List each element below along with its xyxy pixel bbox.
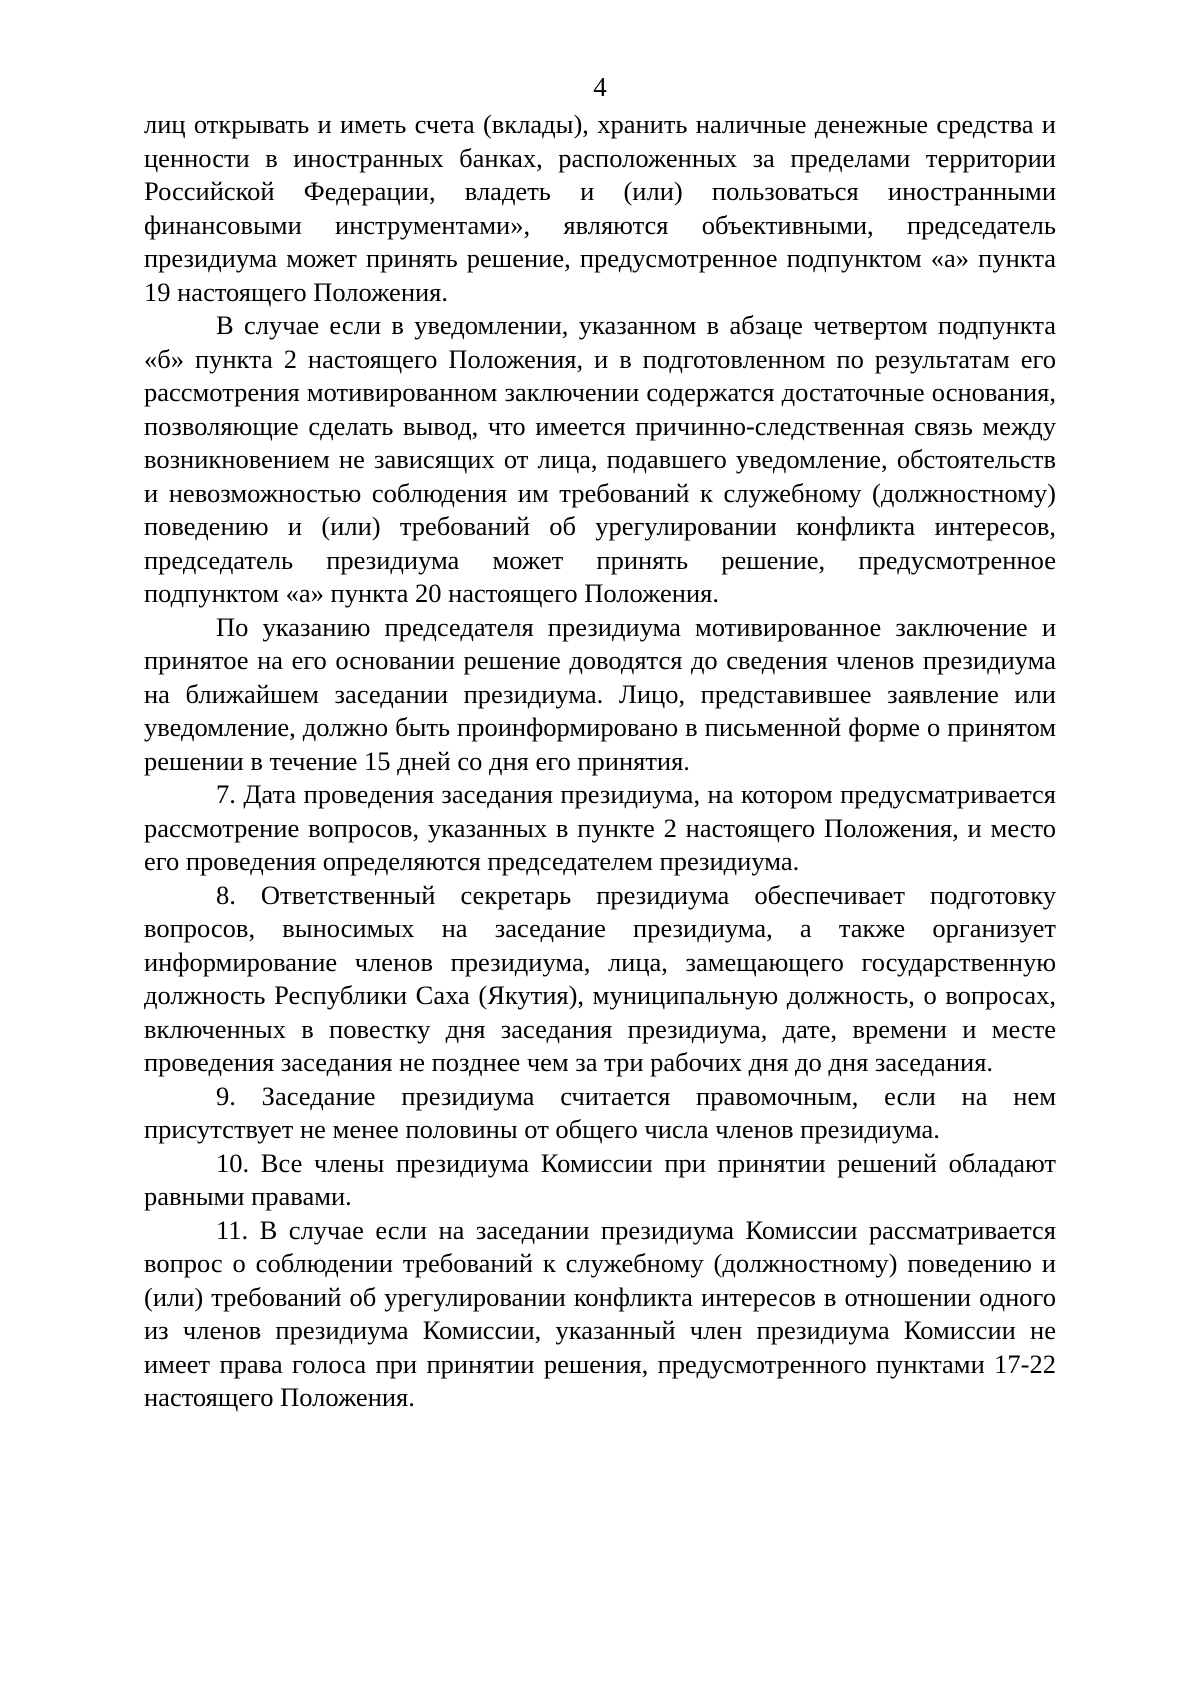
document-body	[144, 108, 1056, 1415]
paragraph-item-10: 10. Все члены президиума Комиссии при принятии решений обладают равными правами.	[144, 1147, 1056, 1211]
paragraph-item-7: 7. Дата проведения заседания президиума, на котором предусматривается рассмотрение вопросов, указанных в пункте 2 настоящего Положения, и место его проведения определяются председателем президиума.	[144, 779, 1056, 876]
paragraph-item-9: 9. Заседание президиума считается правомочным, если на нем присутствует не менее половины от общего числа членов президиума.	[144, 1080, 1056, 1144]
paragraph-item-8: 8. Ответственный секретарь президиума обеспечивает подготовку вопросов, выносимых на заседание президиума, а также организует информирование членов президиума, лица, замещающего государственную должность Республики Саха (Якутия), муниципальную должность, о вопросах, включенных в повестку дня заседания президиума, дате, времени и месте проведения заседания не позднее чем за три рабочих дня до дня заседания.	[144, 879, 1056, 1077]
paragraph-continuation: лиц открывать и иметь счета (вклады), хранить наличные денежные средства и ценности в иностранных банках, расположенных за пределами территории Российской Федерации, владеть и (или) пользоваться иностранными финансовыми инструментами», являются объективными, председатель президиума может принять решение, предусмотренное подпунктом «а» пункта 19 настоящего Положения.	[144, 109, 1056, 307]
page-number: 4	[593, 72, 607, 102]
paragraph-item-11: 11. В случае если на заседании президиума Комиссии рассматривается вопрос о соблюдении требований к служебному (должностному) поведению и (или) требований об урегулировании конфликта интересов в отношении одного из членов президиума Комиссии, указанный член президиума Комиссии не имеет права голоса при принятии решения, предусмотренного пунктами 17-22 настоящего Положения.	[144, 1214, 1056, 1412]
paragraph-chairman-instruction: По указанию председателя президиума мотивированное заключение и принятое на его основании решение доводятся до сведения членов президиума на ближайшем заседании президиума. Лицо, представившее заявление или уведомление, должно быть проинформировано в письменной форме о принятом решении в течение 15 дней со дня его принятия.	[144, 611, 1056, 776]
paragraph-notification-case: В случае если в уведомлении, указанном в абзаце четвертом подпункта «б» пункта 2 настоящего Положения, и в подготовленном по результатам его рассмотрения мотивированном заключении содержатся достаточные основания, позволяющие сделать вывод, что имеется причинно-следственная связь между возникновением не зависящих от лица, подавшего уведомление, обстоятельств и невозможностью соблюдения им требований к служебному (должностному) поведению и (или) требований об урегулировании конфликта интересов, председатель президиума может принять решение, предусмотренное подпунктом «а» пункта 20 настоящего Положения.	[144, 310, 1056, 608]
